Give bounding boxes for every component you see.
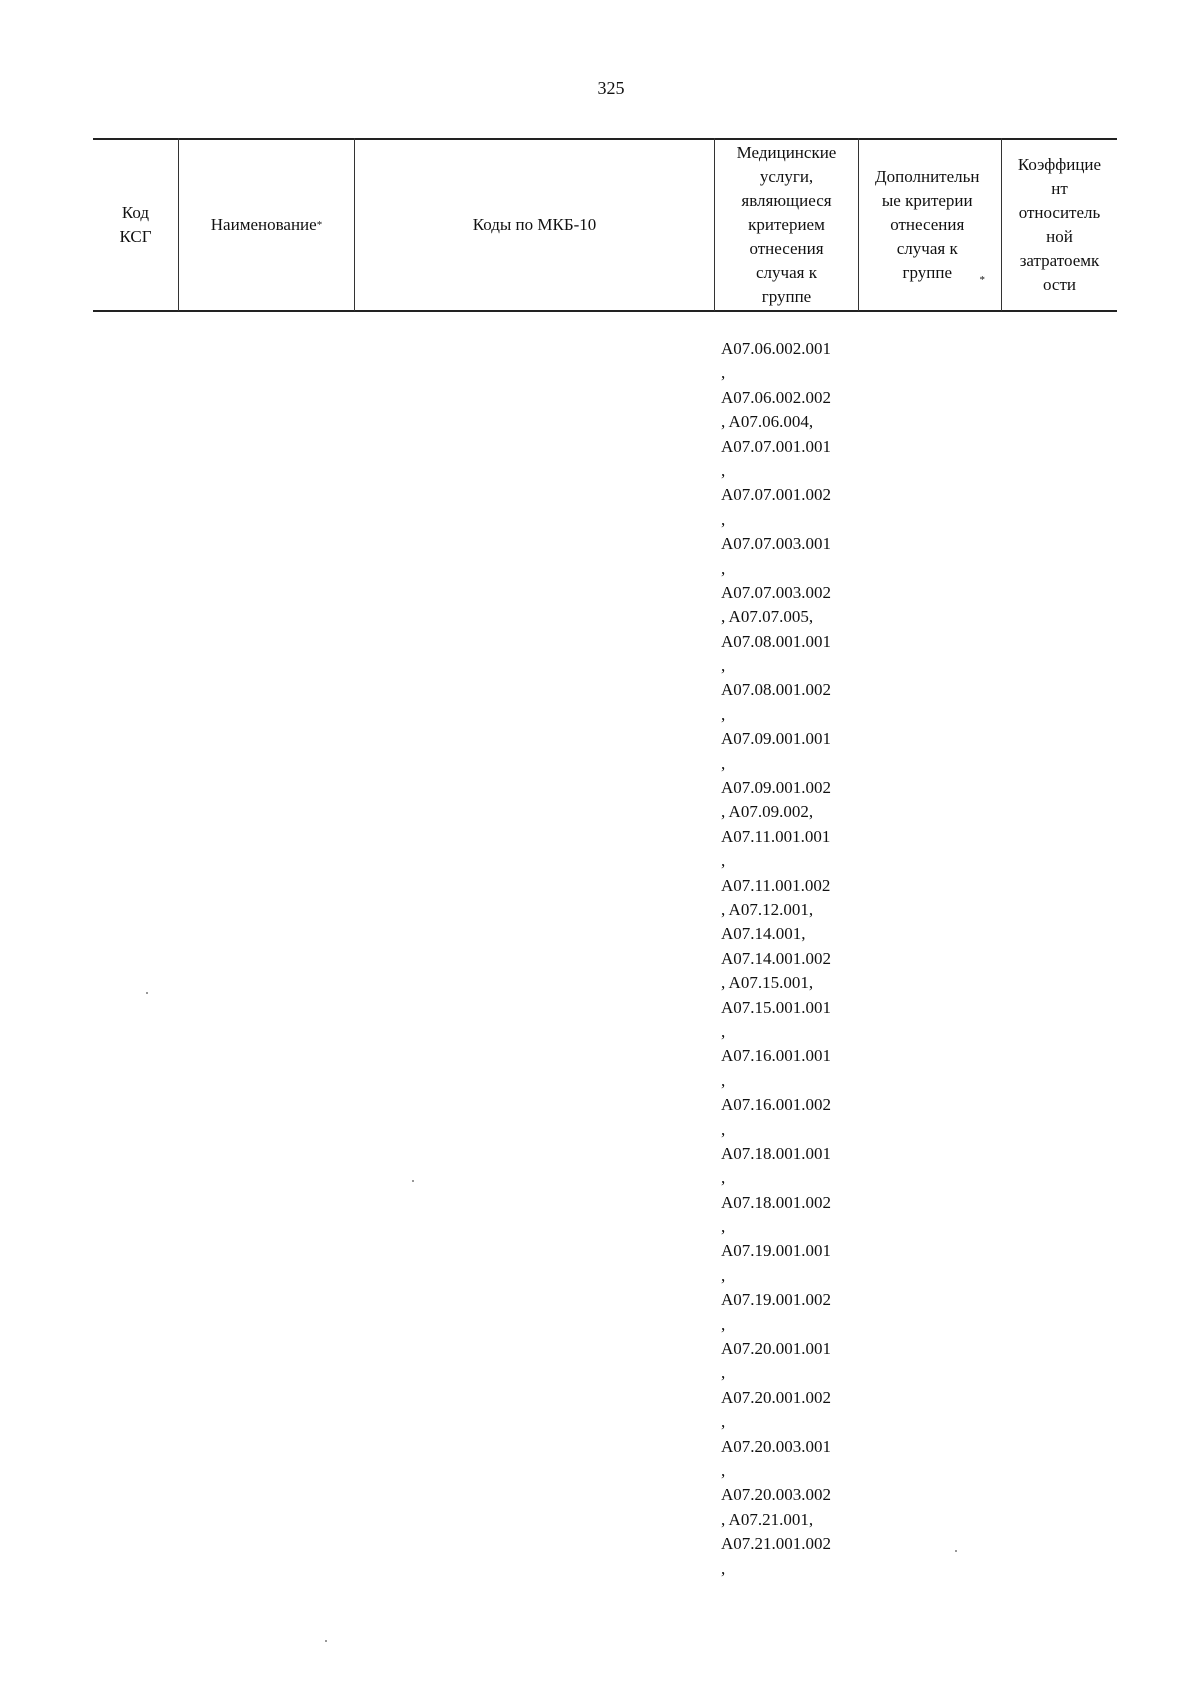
code-line: A07.18.001.002 bbox=[721, 1192, 832, 1212]
code-line: A07.09.001.002 bbox=[721, 778, 832, 798]
code-line: , A07.09.002, bbox=[721, 802, 814, 822]
code-line: A07.21.001.002 bbox=[721, 1534, 832, 1554]
code-line: , bbox=[721, 1070, 726, 1090]
header-icd10: Коды по МКБ-10 bbox=[472, 215, 597, 234]
code-line: , bbox=[721, 851, 726, 871]
code-line: , bbox=[721, 509, 726, 529]
code-line: , bbox=[721, 704, 726, 724]
code-line: , bbox=[721, 1460, 726, 1480]
code-line: A07.09.001.001 bbox=[721, 729, 832, 749]
code-line: A07.19.001.002 bbox=[721, 1290, 832, 1310]
code-line: , bbox=[721, 1558, 726, 1578]
header-criteria: Дополнительн ые критерии отнесения случая к группе * bbox=[875, 167, 985, 286]
code-line: A07.14.001.002 bbox=[721, 948, 832, 968]
scan-speck bbox=[955, 1550, 957, 1552]
code-line: , bbox=[721, 363, 726, 383]
code-line: A07.20.001.002 bbox=[721, 1387, 832, 1407]
code-line: , bbox=[721, 1412, 726, 1432]
code-line: , bbox=[721, 460, 726, 480]
header-code: Код КСГ bbox=[119, 203, 152, 246]
page-number: 325 bbox=[597, 78, 625, 98]
code-line: , bbox=[721, 1314, 726, 1334]
code-line: , bbox=[721, 1265, 726, 1285]
code-line: A07.20.001.001 bbox=[721, 1339, 832, 1359]
header-coefficient: Коэффицие нт относитель ной затратоемк ости bbox=[1017, 155, 1102, 294]
table-header-bottom-rule bbox=[93, 310, 1117, 312]
scan-speck bbox=[412, 1180, 414, 1182]
code-line: , bbox=[721, 1217, 726, 1237]
code-line: A07.07.001.002 bbox=[721, 485, 832, 505]
code-line: A07.07.001.001 bbox=[721, 436, 832, 456]
code-line: , bbox=[721, 1119, 726, 1139]
code-line: A07.15.001.001 bbox=[721, 997, 832, 1017]
code-line: , A07.06.004, bbox=[721, 412, 814, 432]
code-line: , bbox=[721, 656, 726, 676]
code-line: A07.06.002.001 bbox=[721, 339, 832, 358]
code-line: A07.11.001.002 bbox=[721, 875, 831, 895]
code-line: , bbox=[721, 1363, 726, 1383]
code-line: A07.07.003.002 bbox=[721, 582, 832, 602]
scan-speck bbox=[325, 1640, 327, 1642]
code-line: A07.16.001.001 bbox=[721, 1046, 832, 1066]
header-services: Медицинские услуги, являющиеся критерием отнесения случая к группе bbox=[736, 143, 837, 306]
code-line: A07.20.003.002 bbox=[721, 1485, 832, 1505]
code-line: , A07.15.001, bbox=[721, 973, 814, 993]
code-line: , A07.12.001, bbox=[721, 899, 814, 919]
code-line: A07.18.001.001 bbox=[721, 1143, 832, 1163]
code-line: , A07.21.001, bbox=[721, 1509, 814, 1529]
header-name: Наименование * bbox=[210, 215, 323, 234]
code-line: , bbox=[721, 1168, 726, 1188]
code-line: A07.06.002.002 bbox=[721, 387, 832, 407]
code-line: A07.08.001.001 bbox=[721, 631, 832, 651]
code-line: A07.16.001.002 bbox=[721, 1095, 832, 1115]
code-line: A07.19.001.001 bbox=[721, 1241, 832, 1261]
medical-service-codes bbox=[721, 337, 871, 1581]
code-line: , bbox=[721, 558, 726, 578]
code-line: , bbox=[721, 753, 726, 773]
code-line: A07.11.001.001 bbox=[721, 826, 831, 846]
code-line: A07.20.003.001 bbox=[721, 1436, 832, 1456]
scan-speck bbox=[146, 992, 148, 994]
code-line: A07.14.001, bbox=[721, 924, 806, 944]
code-line: A07.07.003.001 bbox=[721, 534, 832, 554]
code-line: , bbox=[721, 1021, 726, 1041]
code-line: A07.08.001.002 bbox=[721, 680, 832, 700]
code-line: , A07.07.005, bbox=[721, 607, 814, 627]
